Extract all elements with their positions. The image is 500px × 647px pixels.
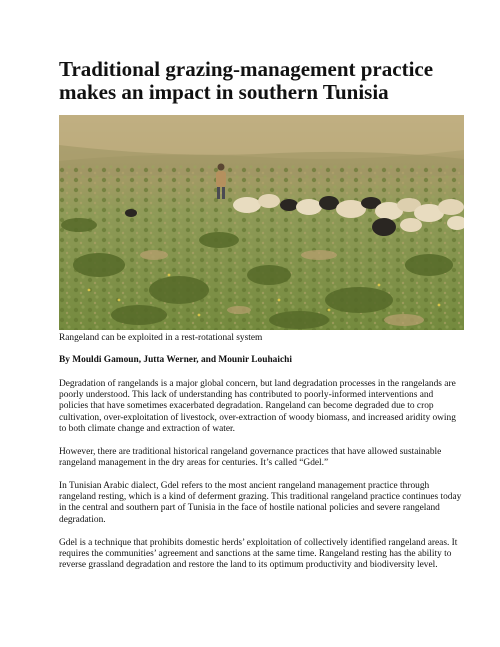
rangeland-photo-illustration <box>59 115 464 330</box>
article-byline: By Mouldi Gamoun, Jutta Werner, and Mounir Louhaichi <box>59 355 292 365</box>
rangeland-photo <box>59 115 464 330</box>
paragraph-3: In Tunisian Arabic dialect, Gdel refers to the most ancient rangeland management practice through rangeland resting, which is a kind of deferment grazing. This traditional rangeland practice continues today in the central and southern part of Tunisia in the face of hostile national policies and severe rangeland degradation. <box>59 481 462 525</box>
article-title: Traditional grazing-management practice makes an impact in southern Tunisia <box>59 57 434 104</box>
photo-caption: Rangeland can be exploited in a rest-rotational system <box>59 333 263 343</box>
paragraph-4: Gdel is a technique that prohibits domestic herds’ exploitation of collectively identified rangeland areas. It requires the communities’ agreement and sanctions at the same time. Rangeland resting has the ability to reverse grassland degradation and restore the land to its optimum productivity and biodiversity level. <box>59 538 458 571</box>
paragraph-1: Degradation of rangelands is a major global concern, but land degradation processes in the rangelands are poorly understood. This lack of understanding has contributed to poorly-informed interventions and policies that have sometimes exacerbated degradation. Rangeland can become degraded due to crop cultivation, over-exploitation of livestock, over-extraction of woody biomass, and increased aridity owing to both climate change and extraction of water. <box>59 379 456 434</box>
paragraph-2: However, there are traditional historical rangeland governance practices that have allowed sustainable rangeland management in the dry areas for centuries. It’s called “Gdel.” <box>59 447 442 469</box>
